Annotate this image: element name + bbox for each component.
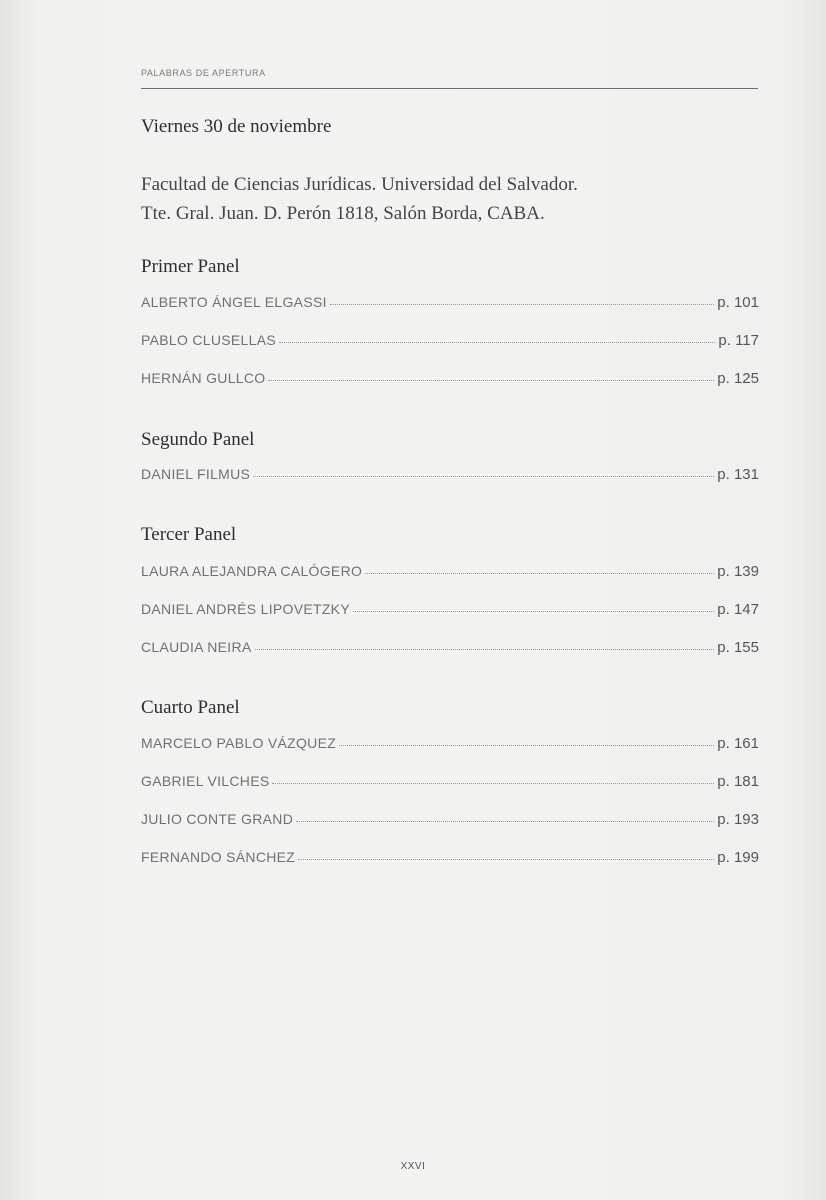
dot-leader bbox=[298, 858, 714, 860]
toc-entry bbox=[141, 735, 759, 757]
dot-leader bbox=[279, 341, 715, 343]
page-reference: p. 117 bbox=[718, 332, 759, 349]
venue-line-2: Tte. Gral. Juan. D. Perón 1818, Salón Borda, CABA. bbox=[141, 203, 545, 224]
dot-leader bbox=[268, 379, 714, 381]
dot-leader bbox=[353, 610, 714, 612]
author-name: CLAUDIA NEIRA bbox=[141, 639, 252, 655]
dot-leader bbox=[339, 744, 714, 746]
running-head: PALABRAS DE APERTURA bbox=[141, 68, 266, 78]
author-name: GABRIEL VILCHES bbox=[141, 773, 270, 789]
dot-leader bbox=[253, 475, 714, 477]
page-reference: p. 161 bbox=[717, 735, 759, 752]
date-heading: Viernes 30 de noviembre bbox=[141, 116, 332, 137]
dot-leader bbox=[272, 782, 714, 784]
page-reference: p. 147 bbox=[717, 601, 759, 618]
toc-entry bbox=[141, 811, 759, 833]
header-rule bbox=[141, 88, 758, 89]
dot-leader bbox=[330, 303, 714, 305]
page-reference: p. 125 bbox=[717, 370, 759, 387]
toc-entry bbox=[141, 601, 759, 623]
venue-block bbox=[141, 170, 761, 228]
toc-entry bbox=[141, 849, 759, 871]
toc-entry bbox=[141, 639, 759, 661]
page-number: XXVI bbox=[400, 1161, 426, 1172]
toc-entry bbox=[141, 294, 759, 316]
page-reference: p. 139 bbox=[717, 563, 759, 580]
dot-leader bbox=[296, 820, 714, 822]
page-reference: p. 155 bbox=[717, 639, 759, 656]
venue-line-1: Facultad de Ciencias Jurídicas. Universidad del Salvador. bbox=[141, 174, 578, 195]
panel-title-1: Primer Panel bbox=[141, 256, 240, 277]
page-reference: p. 131 bbox=[717, 466, 759, 483]
author-name: FERNANDO SÁNCHEZ bbox=[141, 849, 296, 865]
page-reference: p. 101 bbox=[717, 294, 759, 311]
toc-entry bbox=[141, 563, 759, 585]
page-reference: p. 193 bbox=[717, 811, 759, 828]
author-name: LAURA ALEJANDRA CALÓGERO bbox=[141, 563, 363, 579]
panel-title-3: Tercer Panel bbox=[141, 524, 237, 545]
panel-title-4: Cuarto Panel bbox=[141, 697, 240, 718]
page-reference: p. 181 bbox=[717, 773, 759, 790]
toc-entry bbox=[141, 370, 759, 392]
dot-leader bbox=[255, 648, 715, 650]
panel-title-2: Segundo Panel bbox=[141, 429, 255, 450]
author-name: JULIO CONTE GRAND bbox=[141, 811, 294, 827]
dot-leader bbox=[365, 572, 714, 574]
author-name: MARCELO PABLO VÁZQUEZ bbox=[141, 735, 337, 751]
author-name: PABLO CLUSELLAS bbox=[141, 332, 276, 348]
toc-entry bbox=[141, 332, 759, 354]
toc-entry bbox=[141, 773, 759, 795]
author-name: HERNÁN GULLCO bbox=[141, 370, 266, 386]
toc-entry bbox=[141, 466, 759, 488]
author-name: DANIEL FILMUS bbox=[141, 466, 251, 482]
author-name: DANIEL ANDRÉS LIPOVETZKY bbox=[141, 601, 350, 617]
page-reference: p. 199 bbox=[717, 849, 759, 866]
author-name: ALBERTO ÁNGEL ELGASSI bbox=[141, 294, 327, 310]
